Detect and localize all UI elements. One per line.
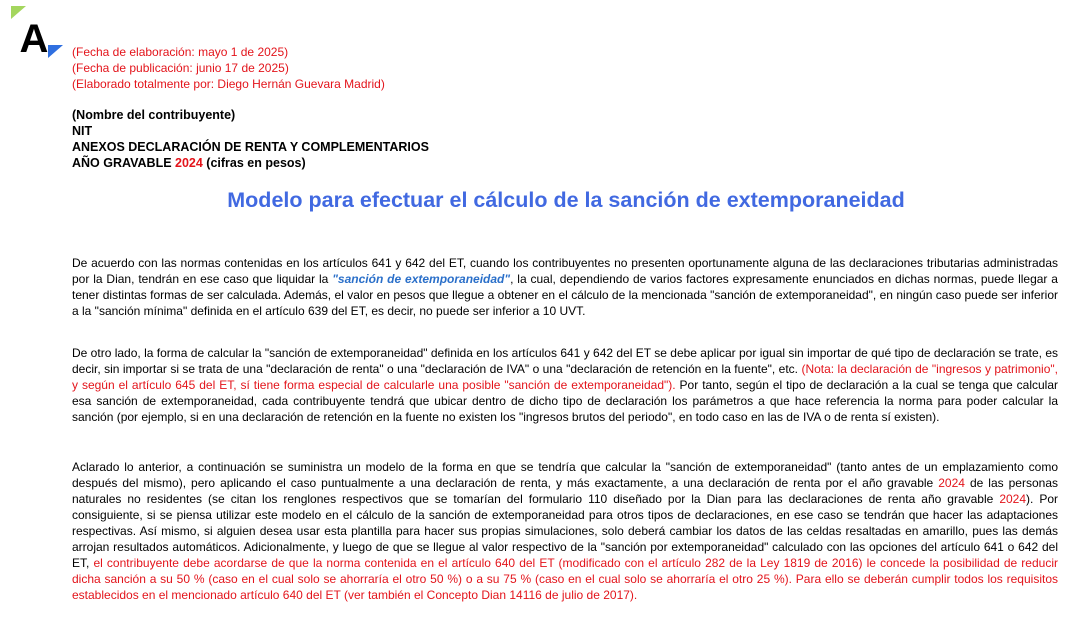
fecha-publicacion: (Fecha de publicación: junio 17 de 2025) bbox=[72, 61, 289, 75]
paragraph-1: De acuerdo con las normas contenidas en los artículos 641 y 642 del ET, cuando los contribuyentes no presenten oportunamente alguna de las declaraciones tributarias administradas por la Dian, tendrán en ese caso que liquidar la "sanción de extemporaneidad", la cual, dependiendo de varios factores expresamente enunciados en dichas normas, puede llegar a tener distintas formas de ser calculada. Además, el valor en pesos que llegue a obtener en el cálculo de la mencionada "sanción de extemporaneidad", en ningún caso puede ser inferior a la "sanción mínima" definida en el artículo 639 del ET, es decir, no puede ser inferior a 10 UVT. bbox=[72, 256, 1058, 318]
document-metadata bbox=[72, 44, 385, 92]
logo-blue-accent bbox=[48, 45, 63, 58]
nota-ingresos-patrimonio: (Nota: la declaración de "ingresos y patrimonio", y según el artículo 645 del ET, sí tiene forma especial de calcularle una posible "sanción de extemporaneidad"). bbox=[72, 362, 1058, 392]
nit-label: NIT bbox=[72, 124, 93, 138]
fecha-elaboracion: (Fecha de elaboración: mayo 1 de 2025) bbox=[72, 45, 289, 59]
nota-articulo-640: el contribuyente debe acordarse de que la norma contenida en el artículo 640 del ET (modificado con el artículo 282 de la Ley 1819 de 2016) le concede la posibilidad de reducir dicha sanción a su 50 % (caso en el cual solo se ahorraría el otro 50 %) o a su 75 % (caso en el cual solo se ahorraría el otro 25 %). Para ello se deberán cumplir todos los requisitos establecidos en el mencionado artículo 640 del ET (ver también el Concepto Dian 14116 de julio de 2017). bbox=[72, 556, 1058, 602]
nombre-contribuyente: (Nombre del contribuyente) bbox=[72, 108, 236, 122]
anexos-title: ANEXOS DECLARACIÓN DE RENTA Y COMPLEMENTARIOS bbox=[72, 140, 429, 154]
ano-gravable-year: 2024 bbox=[175, 156, 203, 170]
highlight-sancion: "sanción de extemporaneidad" bbox=[332, 272, 511, 286]
page-title: Modelo para efectuar el cálculo de la sanción de extemporaneidad bbox=[227, 188, 905, 212]
company-logo-icon bbox=[11, 6, 65, 60]
logo-letter: A bbox=[19, 17, 49, 60]
ano-gravable: AÑO GRAVABLE 2024 (cifras en pesos) bbox=[72, 156, 306, 170]
document-header bbox=[72, 107, 429, 171]
autor: (Elaborado totalmente por: Diego Hernán Guevara Madrid) bbox=[72, 77, 385, 91]
logo bbox=[11, 6, 65, 60]
paragraph-2: De otro lado, la forma de calcular la "sanción de extemporaneidad" definida en los artículos 641 y 642 del ET se debe aplicar por igual sin importar de qué tipo de declaración se trate, es decir, sin importar si se trata de una "declaración de renta" o una "declaración de IVA" o una "declaración de retención en la fuente", etc. (Nota: la declaración de "ingresos y patrimonio", y según el artículo 645 del ET, sí tiene forma especial de calcularle una posible "sanción de extemporaneidad"). Por tanto, según el tipo de declaración a la cual se tenga que calcular esa sanción de extemporaneidad, cada contribuyente tendrá que ubicar dentro de dicho tipo de declaración los parámetros a que hace referencia la norma para poder calcular la sanción (por ejemplo, si en una declaración de retención en la fuente no existen los "ingresos brutos del periodo", en todo caso en las de IVA o de renta sí existen). bbox=[72, 346, 1058, 424]
paragraph-3: Aclarado lo anterior, a continuación se suministra un modelo de la forma en que se tendría que calcular la "sanción de extemporaneidad" (tanto antes de un emplazamiento como después del mismo), pero aplicando el caso puntualmente a una declaración de renta, y más exactamente, a una declaración de renta por el año gravable 2024 de las personas naturales no residentes (se citan los renglones respectivos que se tomarían del formulario 110 diseñado por la Dian para las declaraciones de renta año gravable 2024). Por consiguiente, si se piensa utilizar este modelo en el cálculo de la sanción de extemporaneidad para otros tipos de declaraciones, en ese caso se tendrán que hacer las adaptaciones respectivas. Así mismo, si alguien desea usar esta plantilla para hacer sus propias simulaciones, solo deberá cambiar los datos de las celdas resaltadas en amarillo, pues las demás arrojan resultados automáticos. Adicionalmente, y luego de que se llegue al valor respectivo de la "sanción por extemporaneidad" calculado con las opciones del artículo 641 o 642 del ET, el contribuyente debe acordarse de que la norma contenida en el artículo 640 del ET (modificado con el artículo 282 de la Ley 1819 de 2016) le concede la posibilidad de reducir dicha sanción a su 50 % (caso en el cual solo se ahorraría el otro 50 %) o a su 75 % (caso en el cual solo se ahorraría el otro 25 %). Para ello se deberán cumplir todos los requisitos establecidos en el mencionado artículo 640 del ET (ver también el Concepto Dian 14116 de julio de 2017). bbox=[72, 460, 1059, 602]
